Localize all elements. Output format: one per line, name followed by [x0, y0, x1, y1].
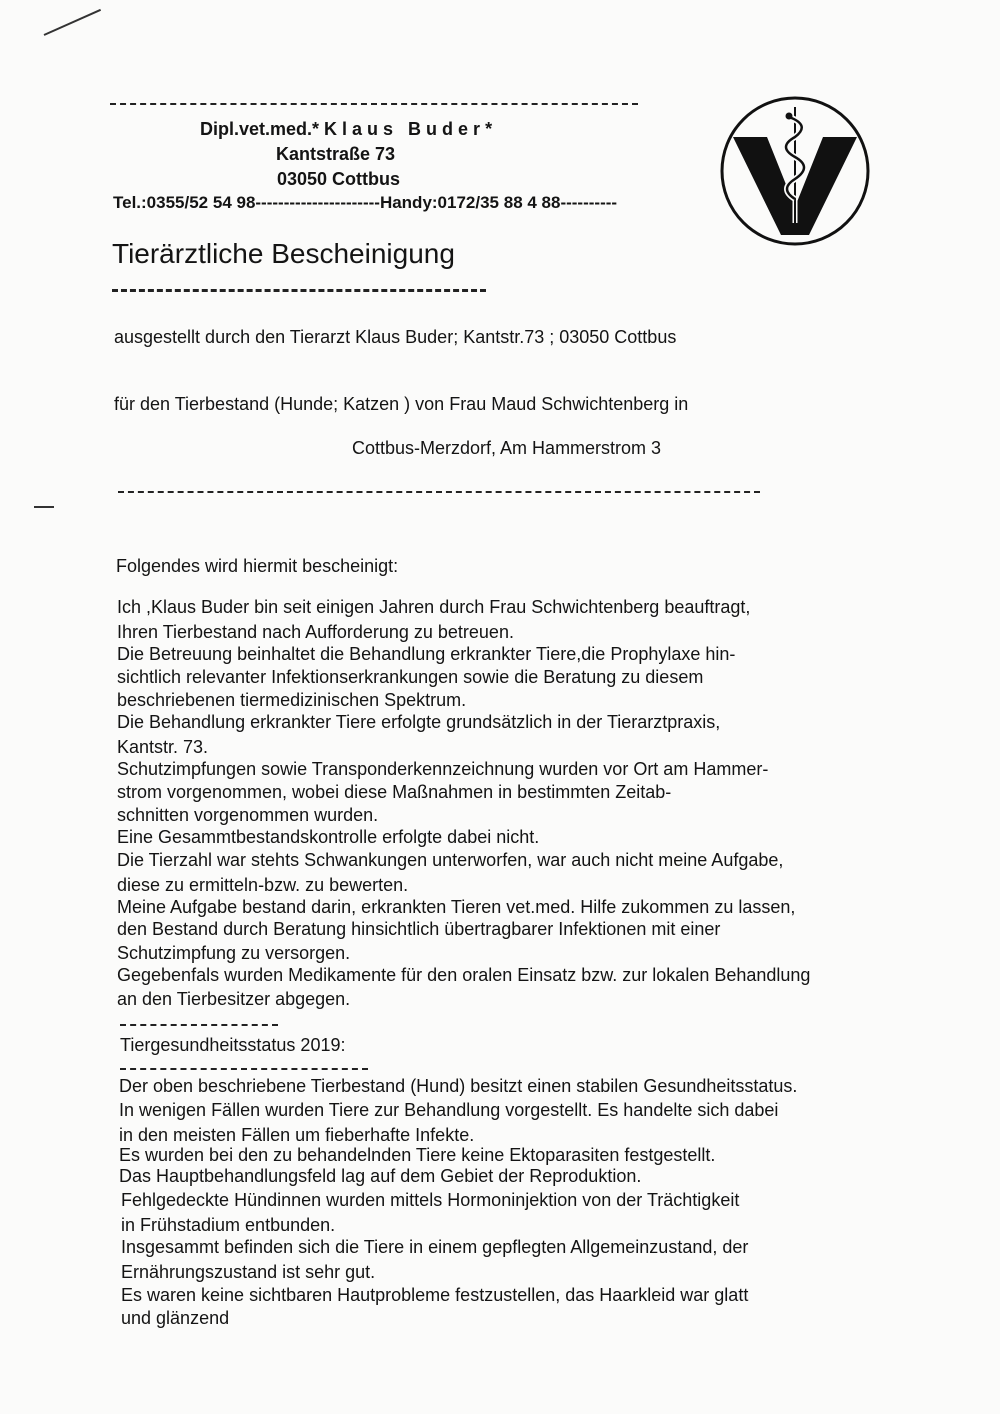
subject-line-1: für den Tierbestand (Hunde; Katzen ) von Frau Maud Schwichtenberg in	[114, 394, 689, 414]
status-line: Insgesammt befinden sich die Tiere in einem gepflegten Allgemeinzustand, der	[121, 1237, 749, 1257]
paragraph-line: Kantstr. 73.	[117, 737, 209, 757]
paragraph-line: Ich ,Klaus Buder bin seit einigen Jahren durch Frau Schwichtenberg beauftragt,	[117, 597, 751, 617]
status-line: in Frühstadium entbunden.	[121, 1215, 336, 1235]
paragraph-line: sichtlich relevanter Infektionserkrankungen sowie die Beratung zu diesem	[117, 667, 704, 687]
paragraph-line: Die Betreuung beinhaltet die Behandlung erkrankter Tiere,die Prophylaxe hin-	[117, 644, 736, 664]
paragraph-line: an den Tierbesitzer abgegen.	[117, 989, 351, 1009]
letterhead-street: Kantstraße 73	[276, 144, 396, 164]
section-heading: Tiergesundheitsstatus 2019:	[120, 1035, 346, 1055]
section-heading-overline	[120, 1024, 278, 1026]
status-line: in den meisten Fällen um fieberhafte Infekte.	[119, 1125, 475, 1145]
paragraph-line: strom vorgenommen, wobei diese Maßnahmen in bestimmten Zeitab-	[117, 782, 672, 802]
letterhead-name: Dipl.vet.med.* K l a u s B u d e r *	[200, 119, 493, 139]
status-line: Fehlgedeckte Hündinnen wurden mittels Hormoninjektion von der Trächtigkeit	[121, 1190, 740, 1210]
paragraph-line: Schutzimpfung zu versorgen.	[117, 943, 351, 963]
veterinary-v-caduceus-icon	[719, 95, 871, 247]
paragraph-line: Die Behandlung erkrankter Tiere erfolgte grundsätzlich in der Tierarztpraxis,	[117, 712, 721, 732]
status-line: Ernährungszustand ist sehr gut.	[121, 1262, 376, 1282]
subject-line-2: Cottbus-Merzdorf, Am Hammerstrom 3	[352, 438, 662, 458]
letterhead-top-rule	[110, 103, 638, 105]
paragraph-line: den Bestand durch Beratung hinsichtlich übertragbarer Infektionen mit einer	[117, 919, 721, 939]
paragraph-line: Eine Gesammtbestandskontrolle erfolgte dabei nicht.	[117, 827, 540, 847]
intro-line: Folgendes wird hiermit bescheinigt:	[116, 556, 399, 576]
paragraph-line: diese zu ermitteln-bzw. zu bewerten.	[117, 875, 409, 895]
status-line: und glänzend	[121, 1308, 230, 1328]
paragraph-line: Schutzimpfungen sowie Transponderkennzeichnung wurden vor Ort am Hammer-	[117, 759, 769, 779]
section-heading-underline	[120, 1068, 368, 1070]
status-line: Es wurden bei den zu behandelnden Tiere keine Ektoparasiten festgestellt.	[119, 1145, 716, 1165]
paragraph-line: schnitten vorgenommen wurden.	[117, 805, 379, 825]
scan-mark-left-margin	[34, 506, 54, 508]
paragraph-line: Die Tierzahl war stehts Schwankungen unterworfen, war auch nicht meine Aufgabe,	[117, 850, 784, 870]
paragraph-line: beschriebenen tiermedizinischen Spektrum.	[117, 690, 467, 710]
issuer-line: ausgestellt durch den Tierarzt Klaus Buder; Kantstr.73 ; 03050 Cottbus	[114, 327, 677, 347]
title-underline	[112, 289, 486, 292]
paragraph-line: Gegebenfals wurden Medikamente für den oralen Einsatz bzw. zur lokalen Behandlung	[117, 965, 811, 985]
status-line: Der oben beschriebene Tierbestand (Hund) besitzt einen stabilen Gesundheitsstatus.	[119, 1076, 798, 1096]
document-title: Tierärztliche Bescheinigung	[112, 238, 455, 269]
paragraph-line: Ihren Tierbestand nach Aufforderung zu betreuen.	[117, 622, 514, 642]
letterhead-contact-line: Tel.:0355/52 54 98----------------------Handy:0172/35 88 4 88----------	[113, 193, 618, 212]
section-divider	[118, 491, 760, 493]
scan-mark-top-left	[44, 9, 101, 36]
status-line: Es waren keine sichtbaren Hautprobleme festzustellen, das Haarkleid war glatt	[121, 1285, 749, 1305]
letterhead-city: 03050 Cottbus	[277, 169, 401, 189]
status-line: Das Hauptbehandlungsfeld lag auf dem Gebiet der Reproduktion.	[119, 1166, 642, 1186]
status-line: In wenigen Fällen wurden Tiere zur Behandlung vorgestellt. Es handelte sich dabei	[119, 1100, 779, 1120]
paragraph-line: Meine Aufgabe bestand darin, erkrankten Tieren vet.med. Hilfe zukommen zu lassen,	[117, 897, 796, 917]
